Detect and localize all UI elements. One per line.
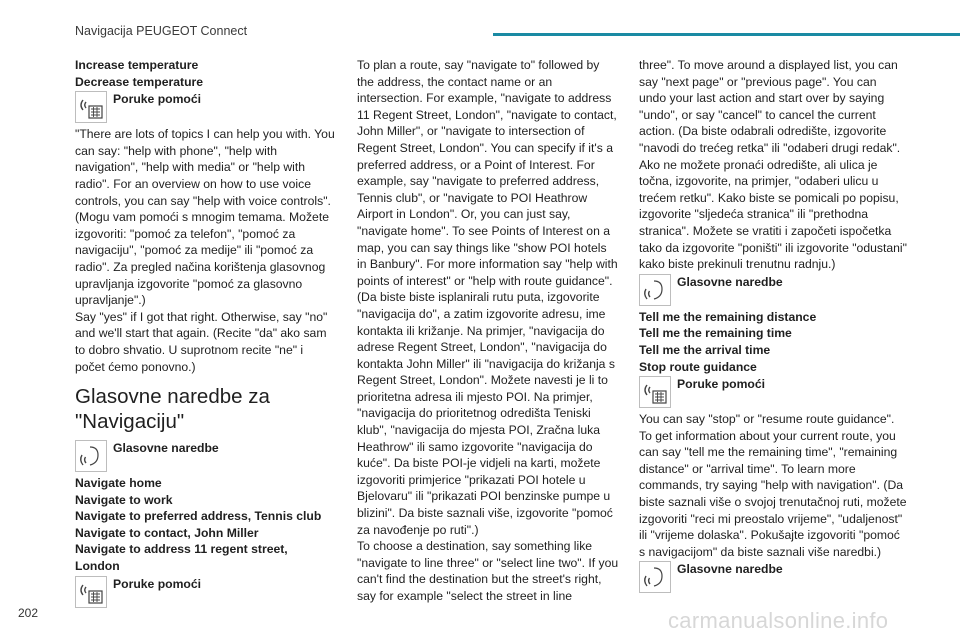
help-paragraph-topics: "There are lots of topics I can help you with. You can say: "help with phone", "help with navigation", "help with media" or "help with radio". For an overview on how to use voice controls, you can say "help with voice controls". (Mogu vam pomoći s mnogim temama. Možete izgovoriti: "pomoć za telefon", "pomoć za navigaciju", "pomoć za medije" ili "pomoć za radio". Za pregled načina korištenja glasovnog upravljanja izgovorite "pomoć za glasovno upravljanje".) bbox=[75, 127, 335, 308]
command-navigate-preferred: Navigate to preferred address, Tennis club bbox=[75, 509, 322, 524]
route-guidance-help-paragraph: You can say "stop" or "resume route guidance". To get information about your current route, you can say "tell me the remaining time", "remaining distance" or "arrival time". To learn more commands, try saying "help with navigation". (Da biste saznali više o svojoj trenutačnoj ruti, možete izgovoriti "reci mi preostalo vrijeme", "udaljenost" ili "vrijeme dolaska". Pokušajte izgovoriti "pomoć s navigacijom" da biste saznali više naredbi.) bbox=[639, 412, 907, 559]
route-planning-paragraph: To plan a route, say "navigate to" followed by the address, the contact name or an intersection. For example, "navigate to address 11 Regent Street, London", "navigate to contact, John Miller", or "navigate to intersection of Regent Street, London". You can specify if it's a preferred address, or a Point of Interest. For example, say "navigate to preferred address, Tennis club", or "navigate to POI Heathrow Airport in London". Or, you can just say, "navigate home". To see Points of Interest on a map, you can say things like "show POI hotels in Banbury". For more information say "help with points of interest" or "help with route guidance". (Da biste biste isplanirali rutu puta, izgovorite "navigacija do", a zatim izgovorite adresu, ime kontakta ili križanje. Na primjer, "navigacija do adrese Regent Street, London", "navigacija do kontakta John Miller" ili "navigacija do križanja s Regent Street, London". Možete navesti je li to prioritetna adresa ili mjesto POI. Na primjer, "navigacija do prioritetnog odredišta Teniski klub", "navigacija do mjesta POI, Zračna luka Heathrow" ili samo izgovorite "navigacija do kuće". Da biste POI-je vidjeli na karti, možete izgovoriti primjerice "prikazati POI hotele u Bjelovaru" ili "prikazati POI benzinske pumpe u blizini". Da biste saznali više, izgovorite "pomoć za navođenje po ruti".) bbox=[357, 58, 618, 537]
help-messages-heading bbox=[639, 376, 907, 410]
list-navigation-paragraph: three". To move around a displayed list, you can say "next page" or "previous page". You can undo your last action and start over by saying "undo", or say "cancel" to cancel the current action. (Da biste odabrali odredište, izgovorite "navodi do trećeg retka" ili "odaberi drugi redak". Ako ne možete pronaći odredište, ali ulica je točna, izgovorite, na primjer, "odaberi ulicu u trećem retku". Kako biste se pomicali po popisu, izgovorite "sljedeća stranica" ili "prethodna stranica". Možete se vratiti i započeti ispočetka tako da izgovorite "poništi" ili izgovorite "odustani" kako biste prekinuli trenutnu radnju.) bbox=[639, 58, 907, 272]
command-navigate-address: Navigate to address 11 regent street, London bbox=[75, 542, 288, 574]
help-messages-label: Poruke pomoći bbox=[677, 377, 766, 392]
help-messages-heading-2 bbox=[75, 576, 335, 610]
choose-destination-paragraph: To choose a destination, say something like "navigate to line three" or "select line two". If you can't find the destination but the street's right, say for example "select the street in line bbox=[357, 539, 619, 603]
help-messages-label: Poruke pomoći bbox=[113, 576, 202, 591]
command-decrease-temperature: Decrease temperature bbox=[75, 74, 204, 89]
help-screen-icon bbox=[75, 91, 107, 123]
voice-command-icon bbox=[639, 274, 671, 306]
help-screen-icon bbox=[75, 576, 107, 608]
voice-commands-heading-2 bbox=[639, 561, 907, 595]
command-navigate-work: Navigate to work bbox=[75, 492, 173, 507]
help-messages-label: Poruke pomoći bbox=[113, 92, 202, 107]
page-number: 202 bbox=[18, 606, 39, 620]
watermark: carmanualsonline.info bbox=[668, 608, 889, 633]
command-increase-temperature: Increase temperature bbox=[75, 58, 199, 72]
command-navigate-contact: Navigate to contact, John Miller bbox=[75, 525, 259, 540]
voice-commands-label: Glasovne naredbe bbox=[113, 441, 219, 456]
command-arrival-time: Tell me the arrival time bbox=[639, 342, 771, 357]
voice-commands-heading bbox=[75, 440, 335, 474]
command-remaining-distance: Tell me the remaining distance bbox=[639, 309, 817, 324]
column-1 bbox=[75, 57, 335, 611]
running-header-title: Navigacija PEUGEOT Connect bbox=[75, 24, 248, 38]
voice-commands-label: Glasovne naredbe bbox=[677, 562, 783, 577]
command-stop-guidance: Stop route guidance bbox=[639, 359, 757, 374]
voice-commands-heading bbox=[639, 274, 907, 308]
help-messages-heading bbox=[75, 91, 335, 125]
help-paragraph-confirm: Say "yes" if I got that right. Otherwise, say "no" and we'll start that again. (Recite "da" ako sam to dobro shvatio. U suprotnom recite "ne" i počet ćemo ponovno.) bbox=[75, 309, 328, 374]
help-screen-icon bbox=[639, 376, 671, 408]
header-accent-bar bbox=[493, 33, 960, 36]
section-title-navigation-commands: Glasovne naredbe za "Navigaciju" bbox=[75, 385, 270, 434]
column-2 bbox=[357, 57, 619, 605]
voice-command-icon bbox=[75, 440, 107, 472]
voice-command-icon bbox=[639, 561, 671, 593]
command-remaining-time: Tell me the remaining time bbox=[639, 326, 792, 341]
command-navigate-home: Navigate home bbox=[75, 476, 162, 491]
column-3 bbox=[639, 57, 907, 596]
voice-commands-label: Glasovne naredbe bbox=[677, 274, 783, 289]
